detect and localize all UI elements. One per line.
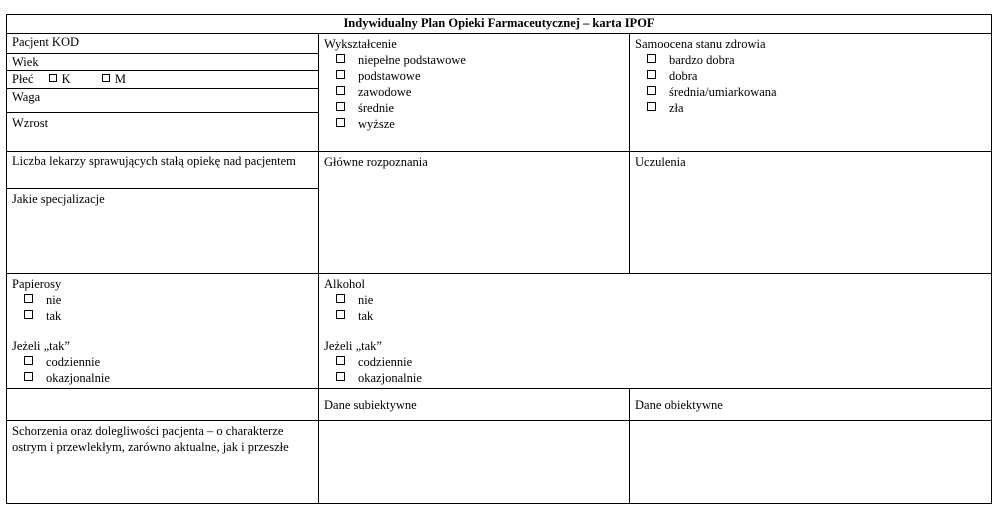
objective-label: Dane obiektywne <box>635 398 723 412</box>
alcohol-option-label: nie <box>358 293 374 307</box>
patient-code-label: Pacjent KOD <box>12 35 79 49</box>
alcohol-option[interactable] <box>324 308 986 324</box>
age-label: Wiek <box>12 55 39 69</box>
specializations-field[interactable] <box>7 189 318 273</box>
alcohol-cell <box>318 273 992 389</box>
health-option[interactable] <box>635 52 986 68</box>
allergies-cell[interactable] <box>629 151 992 274</box>
health-option-label: bardzo dobra <box>669 53 735 67</box>
checkbox-icon[interactable] <box>647 86 656 95</box>
weight-label: Waga <box>12 90 41 104</box>
diagnoses-label: Główne rozpoznania <box>324 155 428 169</box>
smoking-frequency-option[interactable] <box>12 370 313 386</box>
checkbox-icon[interactable] <box>336 70 345 79</box>
subjective-data-field[interactable] <box>318 420 630 504</box>
sex-field <box>7 71 318 89</box>
smoking-label: Papierosy <box>12 277 62 291</box>
smoking-cell <box>6 273 319 389</box>
checkbox-icon[interactable] <box>24 294 33 303</box>
checkbox-icon[interactable] <box>647 54 656 63</box>
alcohol-frequency-label: codziennie <box>358 355 413 369</box>
checkbox-icon[interactable] <box>336 310 345 319</box>
checkbox-icon[interactable] <box>647 70 656 79</box>
smoking-option-label: tak <box>46 309 62 323</box>
checkbox-icon[interactable] <box>647 102 656 111</box>
education-label: Wykształcenie <box>324 37 397 51</box>
alcohol-if-yes-label: Jeżeli „tak” <box>324 339 382 353</box>
complaints-label: Schorzenia oraz dolegliwości pacjenta – o charakterze ostrym i przewlekłym, zarówno aktualne, jak i przeszłe <box>12 424 289 454</box>
education-option-label: zawodowe <box>358 85 412 99</box>
smoking-option[interactable] <box>12 292 313 308</box>
checkbox-icon[interactable] <box>336 86 345 95</box>
sex-label: Płeć <box>12 72 34 86</box>
objective-data-field[interactable] <box>629 420 992 504</box>
alcohol-frequency-label: okazjonalnie <box>358 371 422 385</box>
doctors-cell <box>6 151 319 274</box>
checkbox-icon[interactable] <box>336 54 345 63</box>
smoking-frequency-option[interactable] <box>12 354 313 370</box>
education-option[interactable] <box>324 52 624 68</box>
smoking-option[interactable] <box>12 308 313 324</box>
education-option[interactable] <box>324 68 624 84</box>
education-cell <box>318 33 630 152</box>
subjective-header-cell <box>318 388 630 421</box>
sex-m-checkbox[interactable] <box>102 74 110 82</box>
weight-field[interactable] <box>7 89 318 113</box>
health-option-label: zła <box>669 101 684 115</box>
alcohol-option[interactable] <box>324 292 986 308</box>
height-label: Wzrost <box>12 116 49 130</box>
education-option-label: średnie <box>358 101 395 115</box>
doctors-count-label: Liczba lekarzy sprawujących stałą opiekę nad pacjentem <box>12 154 296 168</box>
subjective-label: Dane subiektywne <box>324 398 417 412</box>
health-label: Samoocena stanu zdrowia <box>635 37 766 51</box>
checkbox-icon[interactable] <box>336 372 345 381</box>
sex-m-label: M <box>114 72 126 86</box>
checkbox-icon[interactable] <box>24 372 33 381</box>
checkbox-icon[interactable] <box>336 294 345 303</box>
form-title <box>6 14 992 34</box>
objective-header-cell <box>629 388 992 421</box>
diagnoses-cell[interactable] <box>318 151 630 274</box>
smoking-frequency-label: codziennie <box>46 355 101 369</box>
health-cell <box>629 33 992 152</box>
patient-data-cell <box>6 33 319 152</box>
education-option[interactable] <box>324 84 624 100</box>
education-option-label: wyższe <box>358 117 395 131</box>
ipof-form <box>6 14 992 504</box>
checkbox-icon[interactable] <box>336 356 345 365</box>
specializations-label: Jakie specjalizacje <box>12 192 105 206</box>
health-option[interactable] <box>635 68 986 84</box>
checkbox-icon[interactable] <box>24 356 33 365</box>
health-option-label: dobra <box>669 69 698 83</box>
sex-k-label: K <box>61 72 71 86</box>
doctors-count-field[interactable] <box>7 152 318 189</box>
education-option-label: niepełne podstawowe <box>358 53 466 67</box>
alcohol-frequency-option[interactable] <box>324 354 986 370</box>
smoking-frequency-label: okazjonalnie <box>46 371 110 385</box>
health-option[interactable] <box>635 84 986 100</box>
checkbox-icon[interactable] <box>336 102 345 111</box>
form-title-text: Indywidualny Plan Opieki Farmaceutycznej – karta IPOF <box>343 16 655 30</box>
education-option[interactable] <box>324 116 624 132</box>
complaints-cell <box>6 420 319 504</box>
alcohol-label: Alkohol <box>324 277 365 291</box>
alcohol-frequency-option[interactable] <box>324 370 986 386</box>
health-option-label: średnia/umiarkowana <box>669 85 777 99</box>
smoking-if-yes-label: Jeżeli „tak” <box>12 339 70 353</box>
age-field[interactable] <box>7 54 318 71</box>
education-option-label: podstawowe <box>358 69 421 83</box>
height-field[interactable] <box>7 113 318 151</box>
education-option[interactable] <box>324 100 624 116</box>
patient-code-field[interactable] <box>7 34 318 54</box>
sex-k-checkbox[interactable] <box>49 74 57 82</box>
allergies-label: Uczulenia <box>635 155 686 169</box>
health-option[interactable] <box>635 100 986 116</box>
checkbox-icon[interactable] <box>24 310 33 319</box>
smoking-option-label: nie <box>46 293 62 307</box>
checkbox-icon[interactable] <box>336 118 345 127</box>
alcohol-option-label: tak <box>358 309 374 323</box>
empty-header-cell <box>6 388 319 421</box>
